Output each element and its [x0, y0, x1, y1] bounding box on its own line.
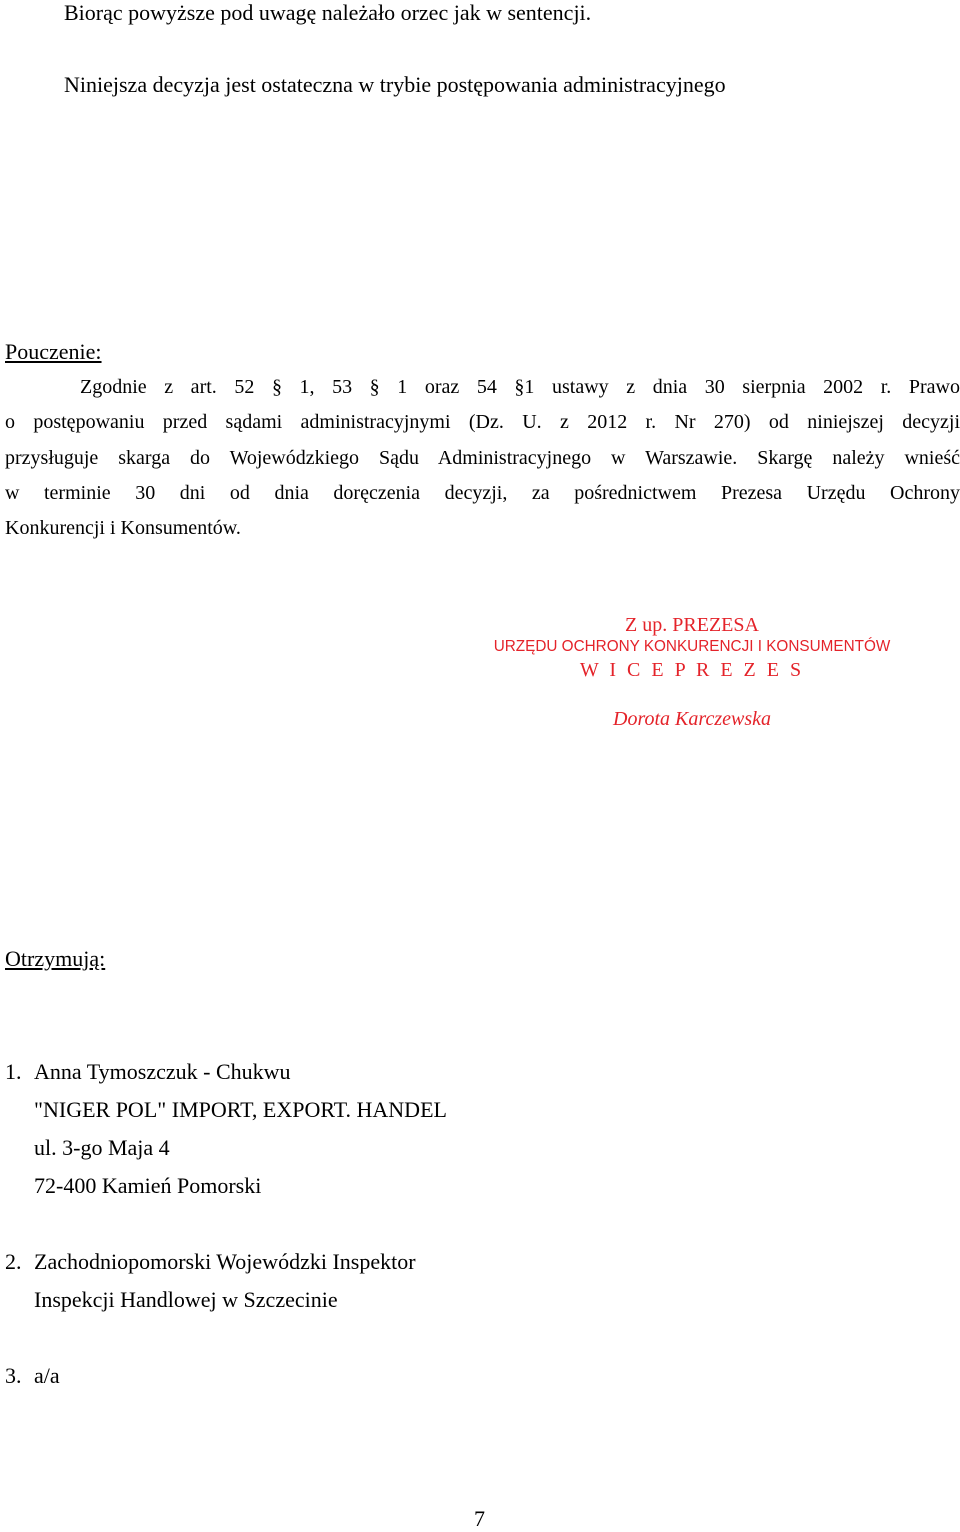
recipient-item [5, 1053, 447, 1205]
recipient-item [5, 1243, 416, 1319]
signature-on-behalf: Z up. PREZESA [625, 614, 759, 636]
recipients-heading: Otrzymują: [5, 946, 106, 971]
recipient-number: 2. [5, 1249, 22, 1274]
instruction-paragraph [5, 370, 960, 546]
instruction-line-1: Zgodnie z art. 52 § 1, 53 § 1 oraz 54 §1 ustawy z dnia 30 sierpnia 2002 r. Prawo [80, 376, 960, 398]
recipient-line: "NIGER POL" IMPORT, EXPORT. HANDEL [34, 1097, 447, 1122]
finality-statement: Niniejsza decyzja jest ostateczna w trybie postępowania administracyjnego [64, 72, 726, 97]
signature-office: URZĘDU OCHRONY KONKURENCJI I KONSUMENTÓW [493, 638, 891, 655]
recipient-line: Anna Tymoszczuk - Chukwu [34, 1059, 291, 1084]
recipient-line: Inspekcji Handlowej w Szczecinie [34, 1287, 338, 1312]
recipient-line: Zachodniopomorski Wojewódzki Inspektor [34, 1249, 416, 1274]
recipient-line: a/a [34, 1363, 60, 1388]
page-number: 7 [474, 1506, 485, 1531]
instruction-line-3: przysługuje skarga do Wojewódzkiego Sądu Administracyjnego w Warszawie. Skargę należy wnieść [5, 446, 960, 469]
instruction-line-2: o postępowaniu przed sądami administracyjnymi (Dz. U. z 2012 r. Nr 270) od niniejszej decyzji [5, 411, 960, 434]
recipient-line: ul. 3-go Maja 4 [34, 1135, 170, 1160]
signature-name: Dorota Karczewska [613, 708, 771, 730]
instruction-heading: Pouczenie: [5, 339, 102, 364]
recipient-number: 3. [5, 1363, 22, 1388]
recipient-line: 72-400 Kamień Pomorski [34, 1173, 262, 1198]
recipient-item [5, 1357, 60, 1395]
signature-title: W I C E P R E Z E S [579, 659, 805, 681]
recipient-number: 1. [5, 1059, 22, 1084]
instruction-line-5: Konkurencji i Konsumentów. [5, 517, 241, 540]
instruction-line-4: w terminie 30 dni od dnia doręczenia decyzji, za pośrednictwem Prezesa Urzędu Ochrony [5, 481, 960, 504]
closing-statement: Biorąc powyższe pod uwagę należało orzec jak w sentencji. [64, 0, 592, 25]
